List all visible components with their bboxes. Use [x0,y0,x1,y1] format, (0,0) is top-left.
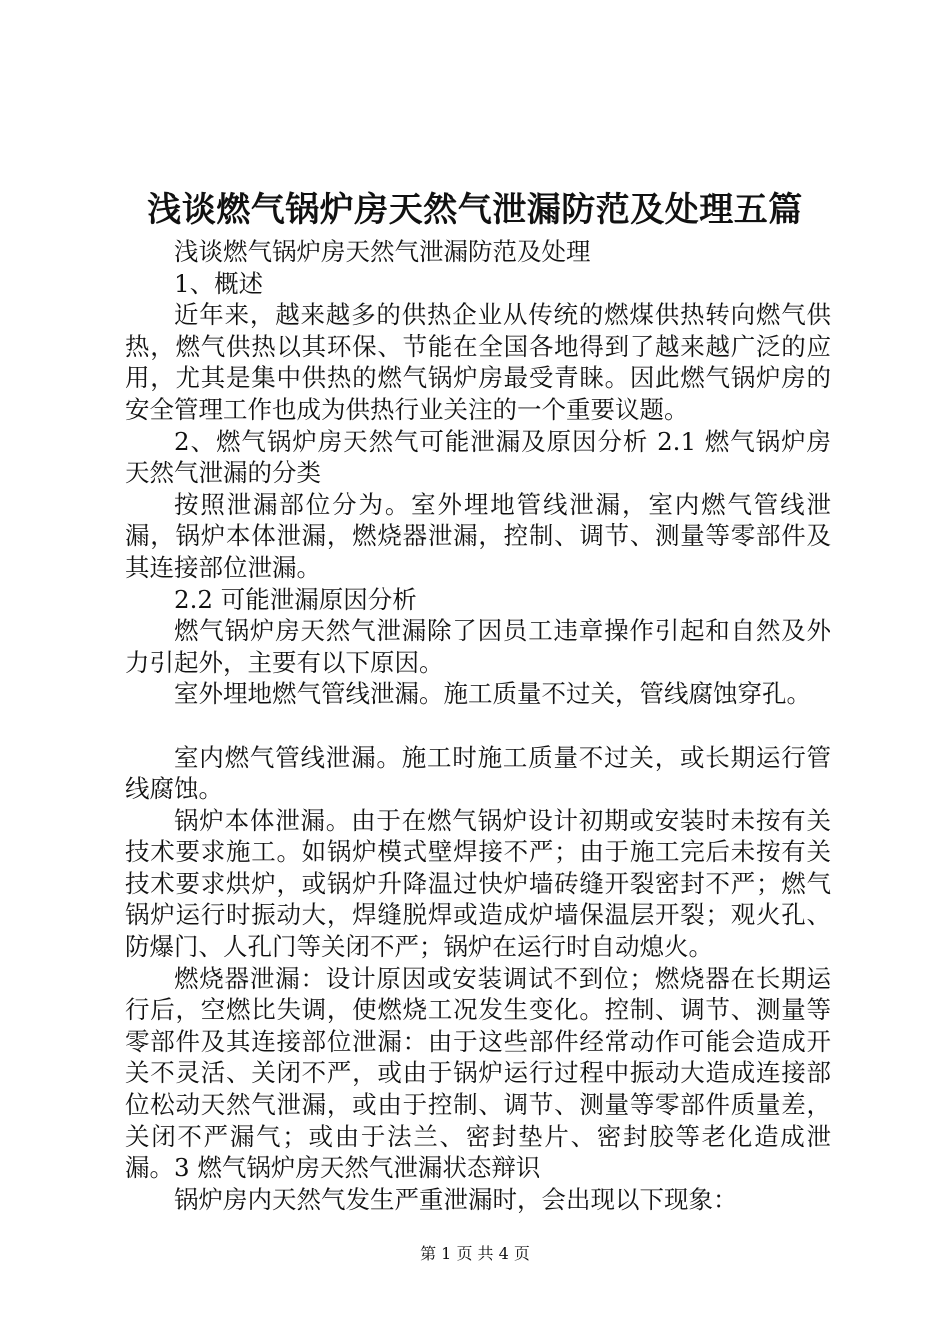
paragraph-indoor-pipe: 室内燃气管线泄漏。施工时施工质量不过关，或长期运行管线腐蚀。 [125,742,831,804]
paragraph-symptoms-intro: 锅炉房内天然气发生严重泄漏时，会出现以下现象： [174,1184,738,1214]
paragraph-heading-causes: 2.2 可能泄漏原因分析 [174,584,417,614]
paragraph-subtitle: 浅谈燃气锅炉房天然气泄漏防范及处理 [174,237,591,266]
paragraph-burner: 燃烧器泄漏：设计原因或安装调试不到位；燃烧器在长期运行后，空燃比失调，使燃烧工况发生变化。控制、调节、测量等零部件及其连接部位泄漏：由于这些部件经常动作可能会造成开关不灵活、关闭不严，或由于锅炉运行过程中振动大造成连接部位松动天然气泄漏，或由于控制、调节、测量等零部件质量差，关闭不严漏气；或由于法兰、密封垫片、密封胶等老化造成泄漏。3 燃气锅炉房天然气泄漏状态辩识 [125,963,831,1183]
paragraph-causes-intro: 燃气锅炉房天然气泄漏除了因员工违章操作引起和自然及外力引起外，主要有以下原因。 [125,616,831,677]
document-title: 浅谈燃气锅炉房天然气泄漏防范及处理五篇 [147,190,803,230]
paragraph-heading-analysis: 2、燃气锅炉房天然气可能泄漏及原因分析 2.1 燃气锅炉房天然气泄漏的分类 [125,426,831,488]
page-number: 第 1 页 共 4 页 [420,1244,530,1263]
paragraph-heading-overview: 1、概述 [174,268,264,298]
paragraph-boiler-body: 锅炉本体泄漏。由于在燃气锅炉设计初期或安装时未按有关技术要求施工。如锅炉模式壁焊接不严；由于施工完后未按有关技术要求烘炉，或锅炉升降温过快炉墙砖缝开裂密封不严；燃气锅炉运行时振动大，焊缝脱焊或造成炉墙保温层开裂；观火孔、防爆门、人孔门等关闭不严；锅炉在运行时自动熄火。 [125,805,831,962]
document-body [125,236,831,1215]
paragraph-leak-locations: 按照泄漏部位分为。室外埋地管线泄漏，室内燃气管线泄漏，锅炉本体泄漏，燃烧器泄漏，控制、调节、测量等零部件及其连接部位泄漏。 [125,489,831,582]
paragraph-overview: 近年来，越来越多的供热企业从传统的燃煤供热转向燃气供热，燃气供热以其环保、节能在全国各地得到了越来越广泛的应用，尤其是集中供热的燃气锅炉房最受青睐。因此燃气锅炉房的安全管理工作也成为供热行业关注的一个重要议题。 [125,300,831,424]
paragraph-outdoor-pipe: 室外埋地燃气管线泄漏。施工质量不过关，管线腐蚀穿孔。 [174,679,811,709]
